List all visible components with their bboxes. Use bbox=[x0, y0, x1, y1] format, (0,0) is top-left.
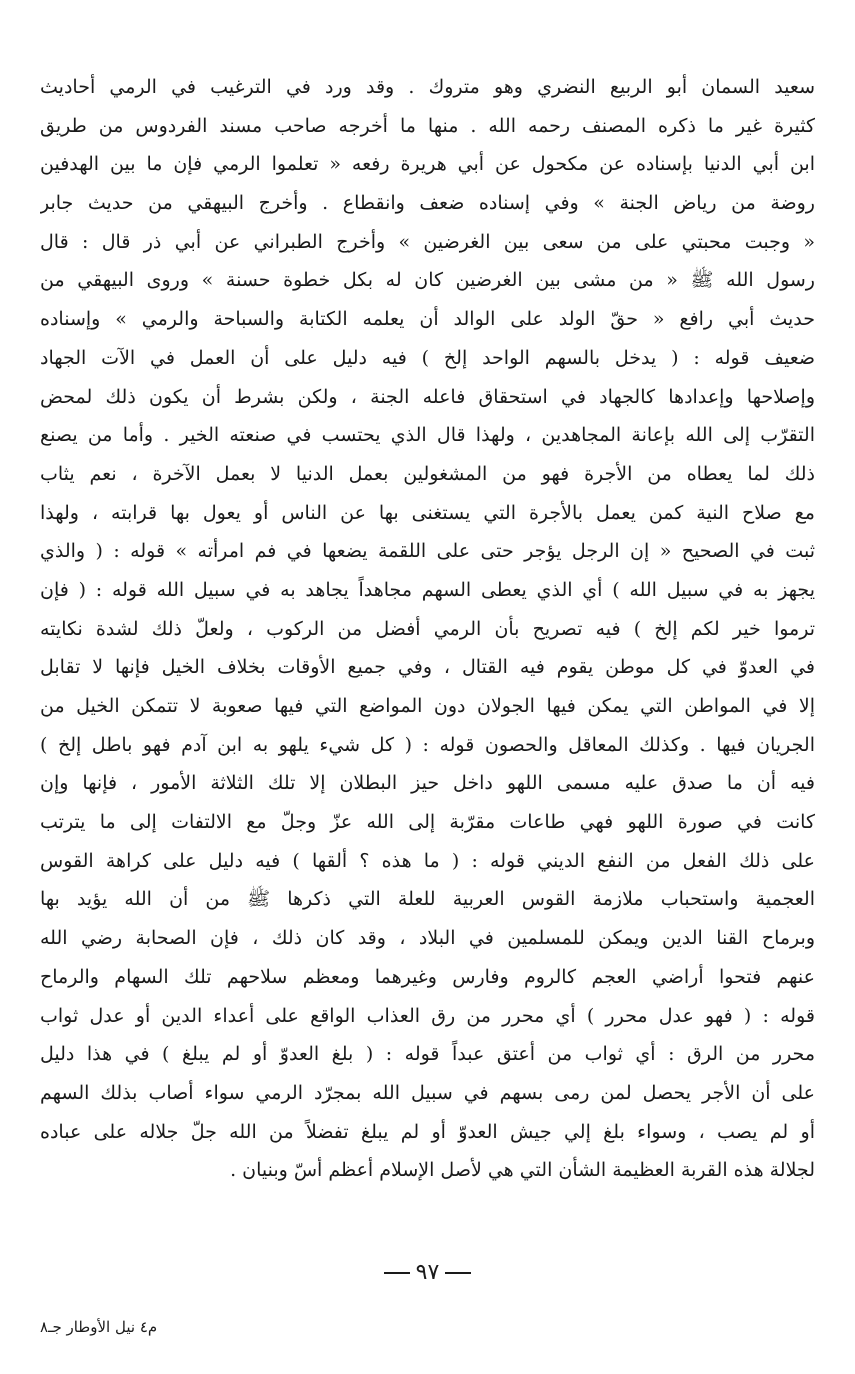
page-number bbox=[0, 1260, 855, 1285]
text-line: ترموا خير لكم إلخ ) فيه تصريح بأن الرمي أفضل من الركوب ، ولعلّ ذلك لشدة نكايته bbox=[40, 617, 815, 640]
text-line: كثيرة غير ما ذكره المصنف رحمه الله . منها ما أخرجه صاحب مسند الفردوس من طريق bbox=[40, 114, 815, 137]
text-line: كانت في صورة اللهو فهي طاعات مقرّبة إلى الله عزّ وجلّ مع الالتفات إلى ما يترتب bbox=[40, 811, 815, 834]
text-line: العجمية واستحباب ملازمة القوس العربية للعلة التي ذكرها ﷺ من أن الله يؤيد بها bbox=[40, 888, 815, 911]
text-line: حديث أبي رافع « حقّ الولد على الوالد أن يعلمه الكتابة والسباحة والرمي » وإسناده bbox=[40, 308, 815, 331]
text-line: وبرماح القنا الدين ويمكن للمسلمين في البلاد ، وقد كان ذلك ، فإن الصحابة رضي الله bbox=[40, 927, 815, 950]
text-line: وإصلاحها وإعدادها كالجهاد في استحقاق فاعله الجنة ، ولكن بشرط أن يكون ذلك لمحض bbox=[40, 385, 815, 408]
text-line: عنهم فتحوا أراضي العجم كالروم وفارس وغيرهما ومعظم سلاحهم تلك السهام والرماح bbox=[40, 965, 815, 988]
body-text bbox=[40, 68, 815, 1190]
text-line: سعيد السمان أبو الربيع النضري وهو متروك . وقد ورد في الترغيب في الرمي أحاديث bbox=[40, 76, 815, 98]
footer-signature: م٤ نيل الأوطار جـ٨ bbox=[40, 1318, 158, 1336]
text-line: فيه أن ما صدق عليه مسمى اللهو داخل حيز البطلان إلا تلك الثلاثة الأمور ، فإنها وإن bbox=[40, 772, 815, 795]
text-line: محرر من الرق : أي ثواب من أعتق عبداً قوله : ( بلغ العدوّ أو لم يبلغ ) في هذا دليل bbox=[40, 1043, 815, 1066]
page-number-dash-left bbox=[384, 1272, 410, 1274]
text-line: « وجبت محبتي على من سعى بين الغرضين » وأخرج الطبراني عن أبي ذر قال : قال bbox=[40, 230, 815, 253]
text-line: مع صلاح النية كمن يعمل بالأجرة التي يستغنى بها عن الناس أو يعول بها قرابته ، ولهذا bbox=[40, 501, 815, 524]
page-number-value: ٩٧ bbox=[415, 1260, 440, 1285]
text-line: أو لم يصب ، وسواء بلغ إلي جيش العدوّ أو لم يبلغ تفضلاً من الله جلّ جلاله على عباده bbox=[40, 1120, 815, 1143]
text-line: التقرّب إلى الله بإعانة المجاهدين ، ولهذا قال الذي يحتسب في صنعته الخير . وأما من يصنع bbox=[40, 424, 815, 447]
text-line: يجهز به في سبيل الله ) أي الذي يعطى السهم مجاهداً يجاهد به في سبيل الله قوله : ( فإن bbox=[40, 578, 815, 601]
text-line: ذلك لما يعطاه من الأجرة فهو من المشغولين بعمل الدنيا لا بعمل الآخرة ، نعم يثاب bbox=[40, 462, 815, 485]
page-number-dash-right bbox=[445, 1272, 471, 1274]
text-line: في العدوّ في كل موطن يقوم فيه القتال ، وفي جميع الأوقات بخلاف الخيل فإنها لا تقابل bbox=[40, 656, 815, 679]
text-line: ثبت في الصحيح « إن الرجل يؤجر حتى على اللقمة يضعها في فم امرأته » قوله : ( والذي bbox=[40, 540, 815, 563]
text-line: قوله : ( فهو عدل محرر ) أي محرر من رق العذاب الواقع على أعداء الدين أو عدل ثواب bbox=[40, 1004, 815, 1027]
text-line: على أن الأجر يحصل لمن رمى بسهم في سبيل الله بمجرّد الرمي سواء أصاب بذلك السهم bbox=[40, 1081, 815, 1104]
text-line: على ذلك الفعل من النفع الديني قوله : ( ما هذه ؟ ألقها ) فيه دليل على كراهة القوس bbox=[40, 849, 815, 872]
text-line: إلا في المواطن التي يمكن فيها الجولان دون المواضع التي فيها صعوبة لا تتمكن الخيل من bbox=[40, 695, 815, 717]
text-line: روضة من رياض الجنة » وفي إسناده ضعف وانقطاع . وأخرج البيهقي من حديث جابر bbox=[40, 192, 815, 215]
text-line: رسول الله ﷺ « من مشى بين الغرضين كان له بكل خطوة حسنة » وروى البيهقي من bbox=[40, 269, 815, 292]
text-line: ابن أبي الدنيا بإسناده عن مكحول عن أبي هريرة رفعه « تعلموا الرمي فإن ما بين الهدفين bbox=[40, 153, 815, 176]
text-line: ضعيف قوله : ( يدخل بالسهم الواحد إلخ ) فيه دليل على أن العمل في الآت الجهاد bbox=[40, 346, 815, 369]
text-line: لجلالة هذه القربة العظيمة الشأن التي هي لأصل الإسلام أعظم أسّ وبنيان . bbox=[230, 1159, 815, 1182]
text-line: الجريان فيها . وكذلك المعاقل والحصون قوله : ( كل شيء يلهو به ابن آدم فهو باطل إلخ ) bbox=[40, 733, 815, 756]
